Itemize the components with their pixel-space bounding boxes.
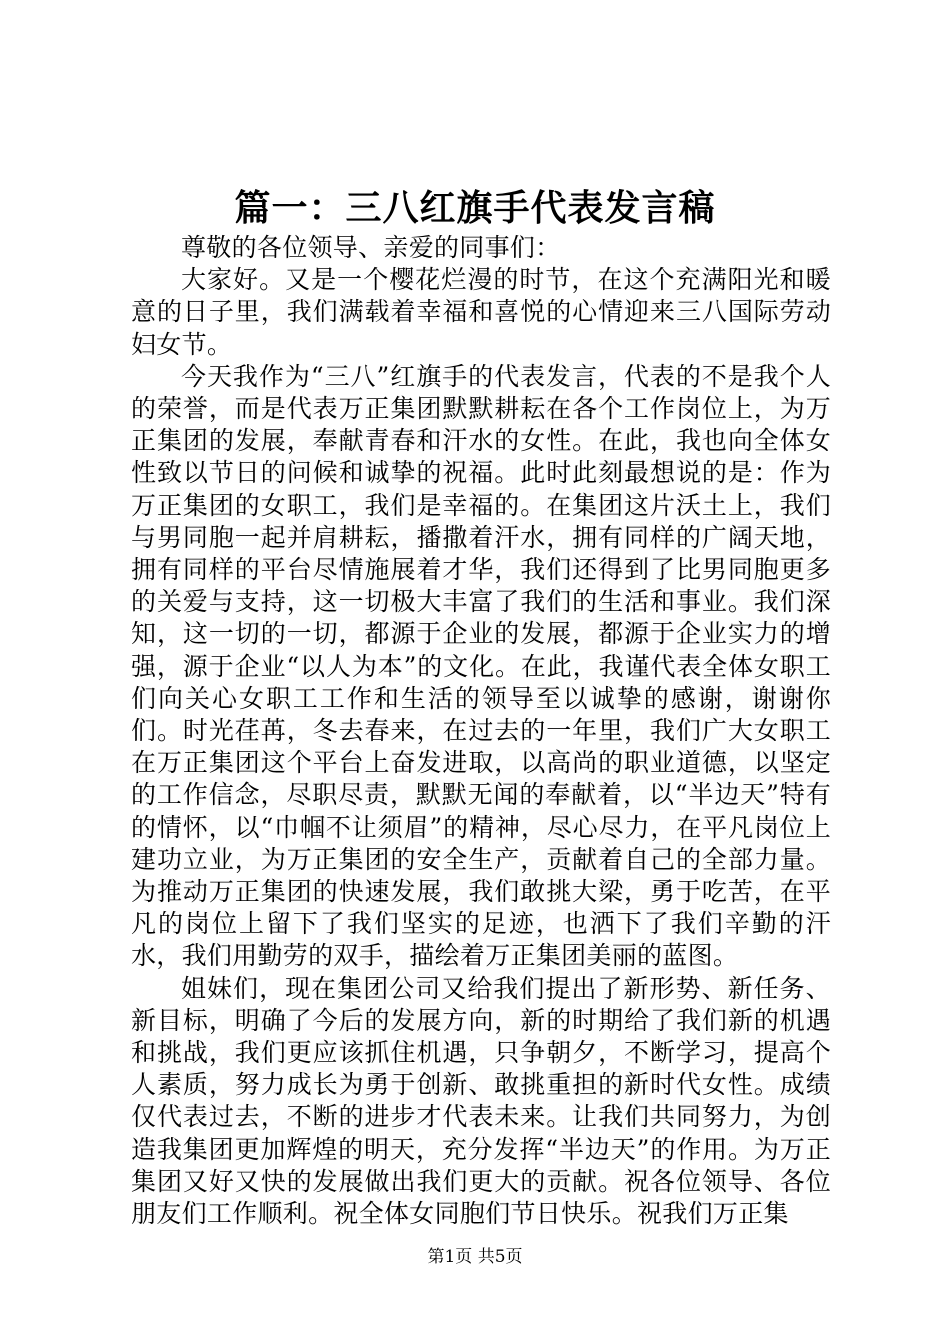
body-paragraph: 今天我作为“三八”红旗手的代表发言，代表的不是我个人的荣誉，而是代表万正集团默默耕耘在各个工作岗位上，为万正集团的发展，奉献青春和汗水的女性。在此，我也向全体女性致以节日的问候和诚挚的祝福。此时此刻最想说的是：作为万正集团的女职工，我们是幸福的。在集团这片沃土上，我们与男同胞一起并肩耕耘，播撒着汗水，拥有同样的广阔天地，拥有同样的平台尽情施展着才华，我们还得到了比男同胞更多的关爱与支持，这一切极大丰富了我们的生活和事业。我们深知，这一切的一切，都源于企业的发展，都源于企业实力的增强，源于企业“以人为本”的文化。在此，我谨代表全体女职工们向关心女职工工作和生活的领导至以诚挚的感谢，谢谢你们。时光荏苒，冬去春来，在过去的一年里，我们广大女职工在万正集团这个平台上奋发进取，以高尚的职业道德，以坚定的工作信念，尽职尽责，默默无闻的奉献着，以“半边天”特有的情怀，以“巾帼不让须眉”的精神，尽心尽力，在平凡岗位上建功立业，为万正集团的安全生产，贡献着自己的全部力量。为推动万正集团的快速发展，我们敢挑大梁，勇于吃苦，在平凡的岗位上留下了我们坚实的足迹，也洒下了我们辛勤的汗水，我们用勤劳的双手，描绘着万正集团美丽的蓝图。 (131, 361, 831, 971)
document-body (131, 232, 831, 1230)
document-title: 篇一：三八红旗手代表发言稿 (234, 187, 716, 229)
salutation-paragraph: 尊敬的各位领导、亲爱的同事们： (181, 233, 561, 262)
body-paragraph: 姐妹们，现在集团公司又给我们提出了新形势、新任务、新目标，明确了今后的发展方向，新的时期给了我们新的机遇和挑战，我们更应该抓住机遇，只争朝夕，不断学习，提高个人素质，努力成长为勇于创新、敢挑重担的新时代女性。成绩仅代表过去，不断的进步才代表未来。让我们共同努力，为创造我集团更加辉煌的明天，充分发挥“半边天”的作用。为万正集团又好又快的发展做出我们更大的贡献。祝各位领导、各位朋友们工作顺利。祝全体女同胞们节日快乐。祝我们万正集 (131, 973, 831, 1229)
body-paragraph: 大家好。又是一个樱花烂漫的时节，在这个充满阳光和暖意的日子里，我们满载着幸福和喜悦的心情迎来三八国际劳动妇女节。 (131, 265, 831, 359)
page-number-footer: 第1页 共5页 (427, 1247, 523, 1267)
